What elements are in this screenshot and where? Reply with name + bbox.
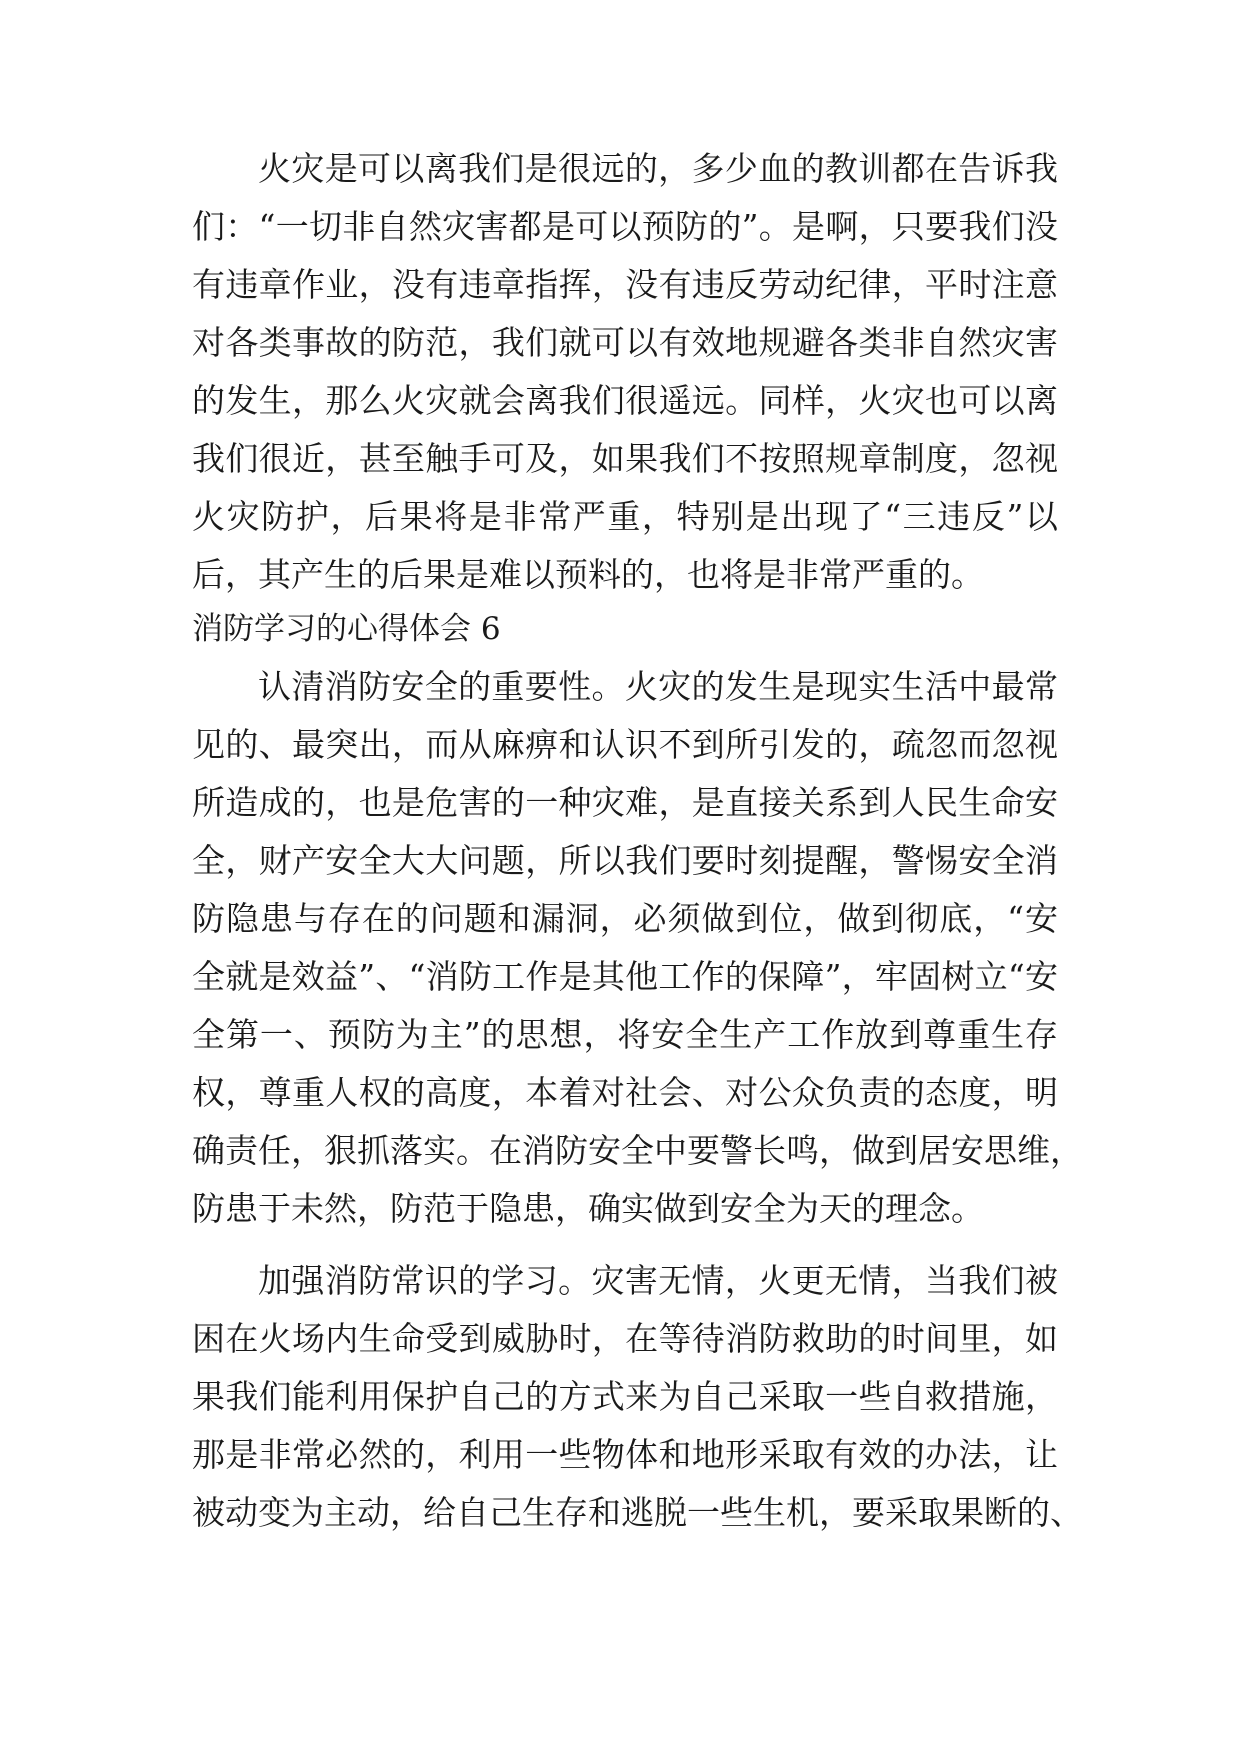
paragraph-3-line-4: 那是非常必然的，利用一些物体和地形采取有效的办法，让 (192, 1435, 1058, 1474)
paragraph-1-line-7: 火灾防护，后果将是非常严重，特别是出现了“三违反”以 (192, 497, 1058, 536)
paragraph-1-line-1: 火灾是可以离我们是很远的，多少血的教训都在告诉我 (258, 149, 1058, 188)
paragraph-2-line-4: 全，财产安全大大问题，所以我们要时刻提醒，警惕安全消 (192, 841, 1058, 880)
paragraph-2-line-7: 全第一、预防为主”的思想，将安全生产工作放到尊重生存 (192, 1015, 1058, 1054)
paragraph-3-line-3: 果我们能利用保护自己的方式来为自己采取一些自救措施， (192, 1377, 1058, 1416)
paragraph-2-line-6: 全就是效益”、“消防工作是其他工作的保障”，牢固树立“安 (192, 957, 1058, 996)
paragraph-3-line-1: 加强消防常识的学习。灾害无情，火更无情，当我们被 (258, 1261, 1058, 1300)
paragraph-1-line-5: 的发生，那么火灾就会离我们很遥远。同样，火灾也可以离 (192, 381, 1058, 420)
paragraph-1-line-3: 有违章作业，没有违章指挥，没有违反劳动纪律，平时注意 (192, 265, 1058, 304)
paragraph-2-line-1: 认清消防安全的重要性。火灾的发生是现实生活中最常 (258, 667, 1058, 706)
paragraph-1-line-2: 们：“一切非自然灾害都是可以预防的”。是啊，只要我们没 (192, 207, 1058, 246)
paragraph-3-line-2: 困在火场内生命受到威胁时，在等待消防救助的时间里，如 (192, 1319, 1058, 1358)
paragraph-1-line-4: 对各类事故的防范，我们就可以有效地规避各类非自然灾害 (192, 323, 1058, 362)
paragraph-2-line-9: 确责任，狠抓落实。在消防安全中要警长鸣，做到居安思维， (192, 1131, 1083, 1170)
paragraph-1-line-6: 我们很近，甚至触手可及，如果我们不按照规章制度，忽视 (192, 439, 1058, 478)
paragraph-2-line-10: 防患于未然，防范于隐患，确实做到安全为天的理念。 (192, 1189, 984, 1228)
paragraph-1-line-8: 后，其产生的后果是难以预料的，也将是非常严重的。 (192, 555, 984, 594)
paragraph-2-line-2: 见的、最突出，而从麻痹和认识不到所引发的，疏忽而忽视 (192, 725, 1058, 764)
section-heading: 消防学习的心得体会 6 (192, 611, 501, 647)
paragraph-2-line-5: 防隐患与存在的问题和漏洞，必须做到位，做到彻底，“安 (192, 899, 1058, 938)
paragraph-2-line-3: 所造成的，也是危害的一种灾难，是直接关系到人民生命安 (192, 783, 1058, 822)
paragraph-2-line-8: 权，尊重人权的高度，本着对社会、对公众负责的态度，明 (192, 1073, 1058, 1112)
paragraph-3-line-5: 被动变为主动，给自己生存和逃脱一些生机，要采取果断的、 (192, 1493, 1083, 1532)
